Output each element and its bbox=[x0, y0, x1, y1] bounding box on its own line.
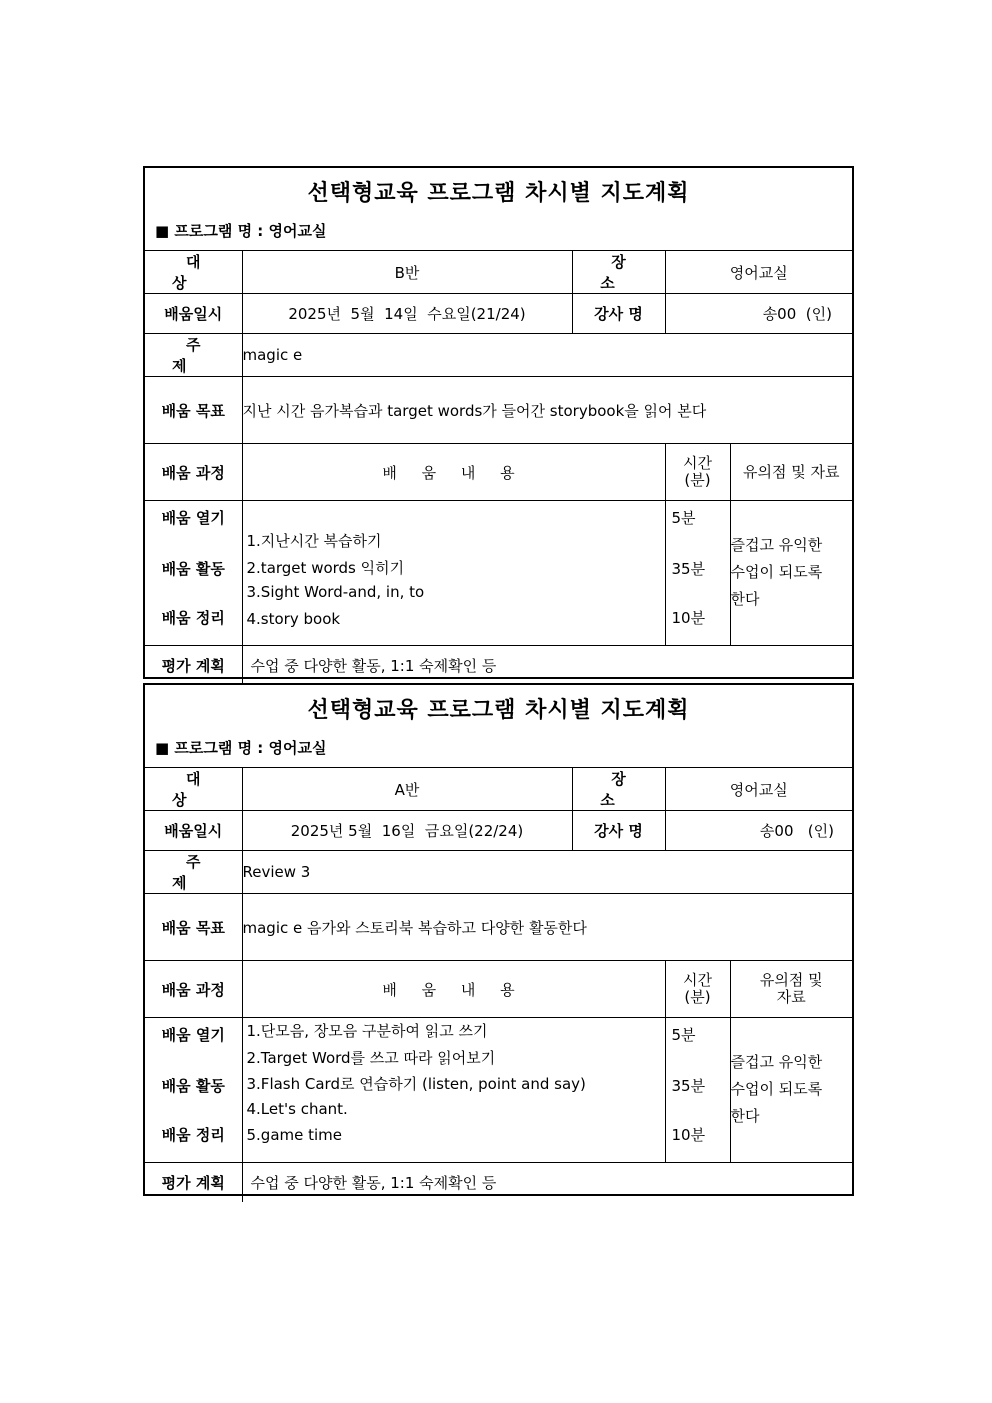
time-column bbox=[665, 1018, 730, 1163]
program-name: ■ 프로그램 명 : 영어교실 bbox=[155, 739, 327, 757]
goal-value: magic e 음가와 스토리북 복습하고 다양한 활동한다 bbox=[242, 894, 852, 961]
goal-label: 배움 목표 bbox=[145, 894, 242, 961]
teacher-label: 강사 명 bbox=[572, 294, 665, 334]
target-value: A반 bbox=[242, 768, 572, 811]
time-activity: 35분 bbox=[671, 560, 706, 578]
date-value: 2025년 5월 14일 수요일(21/24) bbox=[242, 294, 572, 334]
date-value: 2025년 5월 16일 금요일(22/24) bbox=[242, 811, 572, 851]
target-value: B반 bbox=[242, 251, 572, 294]
date-label: 배움일시 bbox=[145, 811, 242, 851]
content-line: 3.Sight Word-and, in, to bbox=[246, 583, 425, 601]
goal-value: 지난 시간 음가복습과 target words가 들어간 storybook을 읽어 본다 bbox=[242, 377, 852, 444]
process-label: 배움 과정 bbox=[145, 444, 242, 501]
plan-table bbox=[145, 768, 852, 1202]
stage-close: 배움 정리 bbox=[161, 1126, 225, 1144]
eval-value: 수업 중 다양한 활동, 1:1 숙제확인 등 bbox=[242, 1163, 852, 1202]
notes-label: 유의점 및 자료 bbox=[730, 444, 852, 501]
target-label: 대 상 bbox=[145, 251, 242, 294]
time-activity: 35분 bbox=[671, 1077, 706, 1095]
note-line: 한다 bbox=[730, 590, 760, 608]
note-line: 즐겁고 유익한 bbox=[730, 536, 823, 554]
lesson-plan-1 bbox=[143, 166, 854, 679]
eval-value: 수업 중 다양한 활동, 1:1 숙제확인 등 bbox=[242, 646, 852, 685]
notes-column bbox=[730, 501, 852, 646]
content-label: 배 움 내 용 bbox=[242, 961, 665, 1018]
content-line: 1.단모음, 장모음 구분하여 읽고 쓰기 bbox=[246, 1022, 488, 1040]
time-close: 10분 bbox=[671, 609, 706, 627]
stage-column bbox=[145, 1018, 242, 1163]
topic-label: 주 제 bbox=[145, 851, 242, 894]
note-line: 수업이 되도록 bbox=[730, 1080, 823, 1098]
note-line: 수업이 되도록 bbox=[730, 563, 823, 581]
time-label: 시간 (분) bbox=[665, 961, 730, 1018]
process-label: 배움 과정 bbox=[145, 961, 242, 1018]
topic-label: 주 제 bbox=[145, 334, 242, 377]
content-line: 1.지난시간 복습하기 bbox=[246, 532, 382, 550]
content-line: 2.target words 익히기 bbox=[246, 559, 405, 577]
content-line: 3.Flash Card로 연습하기 (listen, point and say) bbox=[246, 1075, 586, 1093]
stage-open: 배움 열기 bbox=[161, 1026, 225, 1044]
content-column bbox=[242, 1018, 665, 1163]
place-label: 장 소 bbox=[572, 251, 665, 294]
time-close: 10분 bbox=[671, 1126, 706, 1144]
plan-header bbox=[145, 685, 852, 768]
place-value: 영어교실 bbox=[665, 768, 852, 811]
topic-value: magic e bbox=[242, 334, 852, 377]
notes-label: 유의점 및 자료 bbox=[730, 961, 852, 1018]
date-label: 배움일시 bbox=[145, 294, 242, 334]
lesson-plan-2 bbox=[143, 683, 854, 1196]
target-label: 대 상 bbox=[145, 768, 242, 811]
notes-column bbox=[730, 1018, 852, 1163]
plan-title: 선택형교육 프로그램 차시별 지도계획 bbox=[307, 698, 690, 723]
time-column bbox=[665, 501, 730, 646]
content-column bbox=[242, 501, 665, 646]
content-line: 4.story book bbox=[246, 610, 341, 628]
plan-table bbox=[145, 251, 852, 685]
content-line: 5.game time bbox=[246, 1126, 343, 1144]
plan-title: 선택형교육 프로그램 차시별 지도계획 bbox=[307, 181, 690, 206]
stage-activity: 배움 활동 bbox=[161, 560, 225, 578]
plan-header bbox=[145, 168, 852, 251]
content-line: 2.Target Word를 쓰고 따라 읽어보기 bbox=[246, 1049, 496, 1067]
teacher-value: 송00 (인) bbox=[665, 294, 852, 334]
place-label: 장 소 bbox=[572, 768, 665, 811]
topic-value: Review 3 bbox=[242, 851, 852, 894]
note-line: 한다 bbox=[730, 1107, 760, 1125]
eval-label: 평가 계획 bbox=[145, 646, 242, 685]
stage-activity: 배움 활동 bbox=[161, 1077, 225, 1095]
stage-close: 배움 정리 bbox=[161, 609, 225, 627]
content-line: 4.Let's chant. bbox=[246, 1100, 348, 1118]
note-line: 즐겁고 유익한 bbox=[730, 1053, 823, 1071]
time-open: 5분 bbox=[671, 509, 696, 527]
teacher-label: 강사 명 bbox=[572, 811, 665, 851]
content-label: 배 움 내 용 bbox=[242, 444, 665, 501]
program-name: ■ 프로그램 명 : 영어교실 bbox=[155, 222, 327, 240]
teacher-value: 송00 (인) bbox=[665, 811, 852, 851]
goal-label: 배움 목표 bbox=[145, 377, 242, 444]
stage-column bbox=[145, 501, 242, 646]
place-value: 영어교실 bbox=[665, 251, 852, 294]
time-open: 5분 bbox=[671, 1026, 696, 1044]
time-label: 시간 (분) bbox=[665, 444, 730, 501]
stage-open: 배움 열기 bbox=[161, 509, 225, 527]
eval-label: 평가 계획 bbox=[145, 1163, 242, 1202]
